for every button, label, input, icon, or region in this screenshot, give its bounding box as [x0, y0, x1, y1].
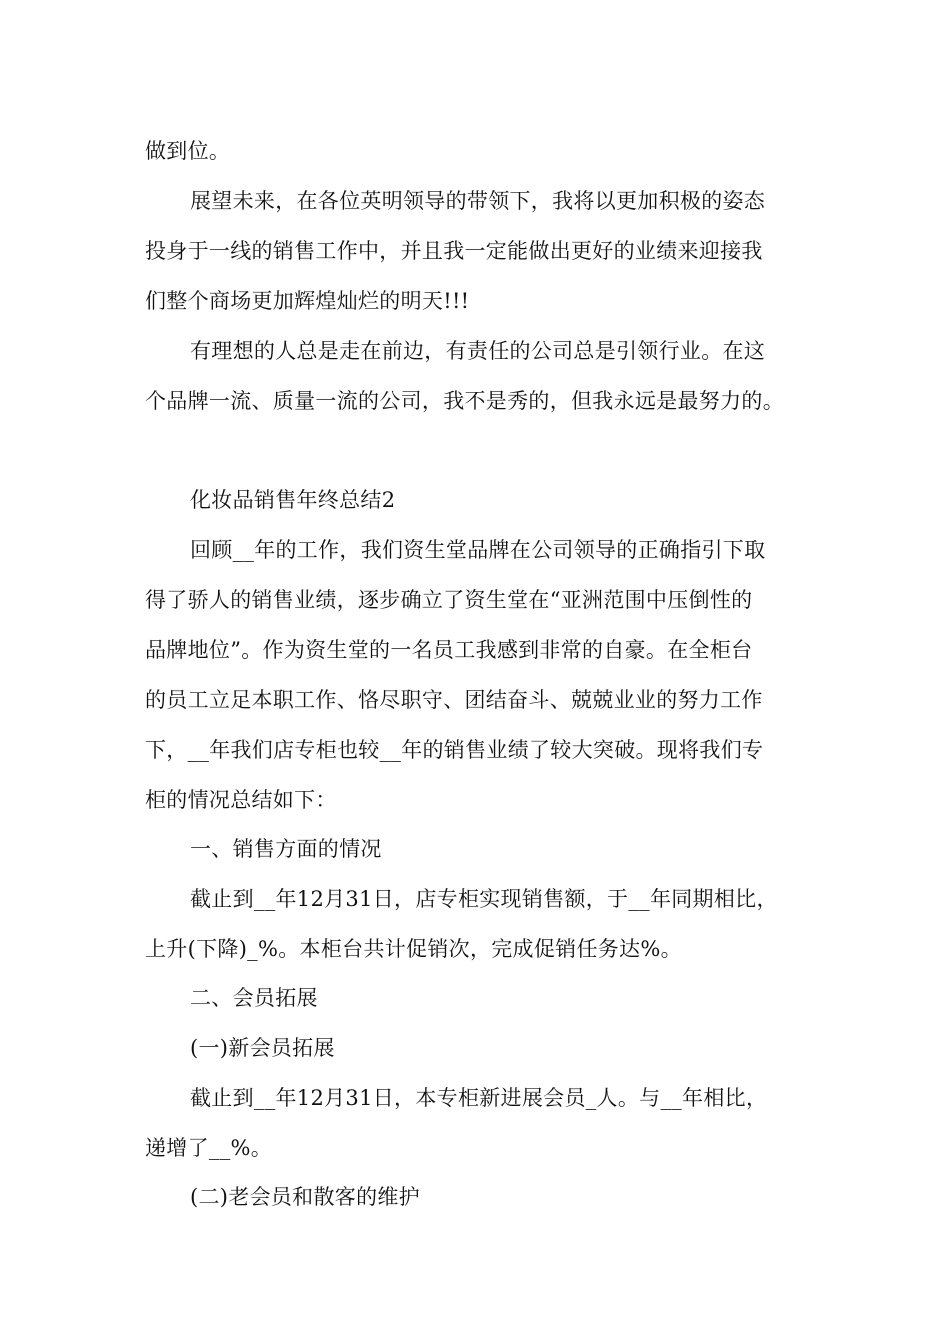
text-line-12: 下，__年我们店专柜也较__年的销售业绩了较大突破。现将我们专	[145, 738, 764, 762]
text-line-10: 品牌地位”。作为资生堂的一名员工我感到非常的自豪。在全柜台	[145, 638, 753, 662]
text-line-6: 个品牌一流、质量一流的公司，我不是秀的，但我永远是最努力的。	[145, 389, 784, 413]
text-line-8: 回顾__年的工作，我们资生堂品牌在公司领导的正确指引下取	[190, 538, 766, 562]
text-line-2: 展望未来，在各位英明领导的带领下，我将以更加积极的姿态	[190, 189, 766, 213]
heading-sales: 一、销售方面的情况	[190, 837, 382, 861]
heading-new-member: (一)新会员拓展	[190, 1036, 335, 1060]
text-line-9: 得了骄人的销售业绩，逐步确立了资生堂在“亚洲范围中压倒性的	[145, 588, 753, 612]
text-line-1: 做到位。	[145, 139, 231, 163]
text-line-15: 截止到__年12月31日，店专柜实现销售额，于__年同期相比，	[190, 887, 778, 911]
text-line-16: 上升(下降)_%。本柜台共计促销次，完成促销任务达%。	[145, 937, 682, 961]
text-line-11: 的员工立足本职工作、恪尽职守、团结奋斗、兢兢业业的努力工作	[145, 688, 763, 712]
text-line-5: 有理想的人总是走在前边，有责任的公司总是引领行业。在这	[190, 339, 766, 363]
text-line-4: 们整个商场更加辉煌灿烂的明天!!!	[145, 289, 470, 313]
heading-old-member: (二)老会员和散客的维护	[190, 1185, 420, 1209]
heading-member: 二、会员拓展	[190, 986, 318, 1010]
text-line-13: 柜的情况总结如下：	[145, 788, 337, 812]
section-title: 化妆品销售年终总结2	[190, 488, 396, 512]
text-line-3: 投身于一线的销售工作中，并且我一定能做出更好的业绩来迎接我	[145, 239, 763, 263]
text-line-19: 截止到__年12月31日，本专柜新进展会员_人。与__年相比，	[190, 1086, 768, 1110]
text-line-20: 递增了__%。	[145, 1136, 273, 1160]
